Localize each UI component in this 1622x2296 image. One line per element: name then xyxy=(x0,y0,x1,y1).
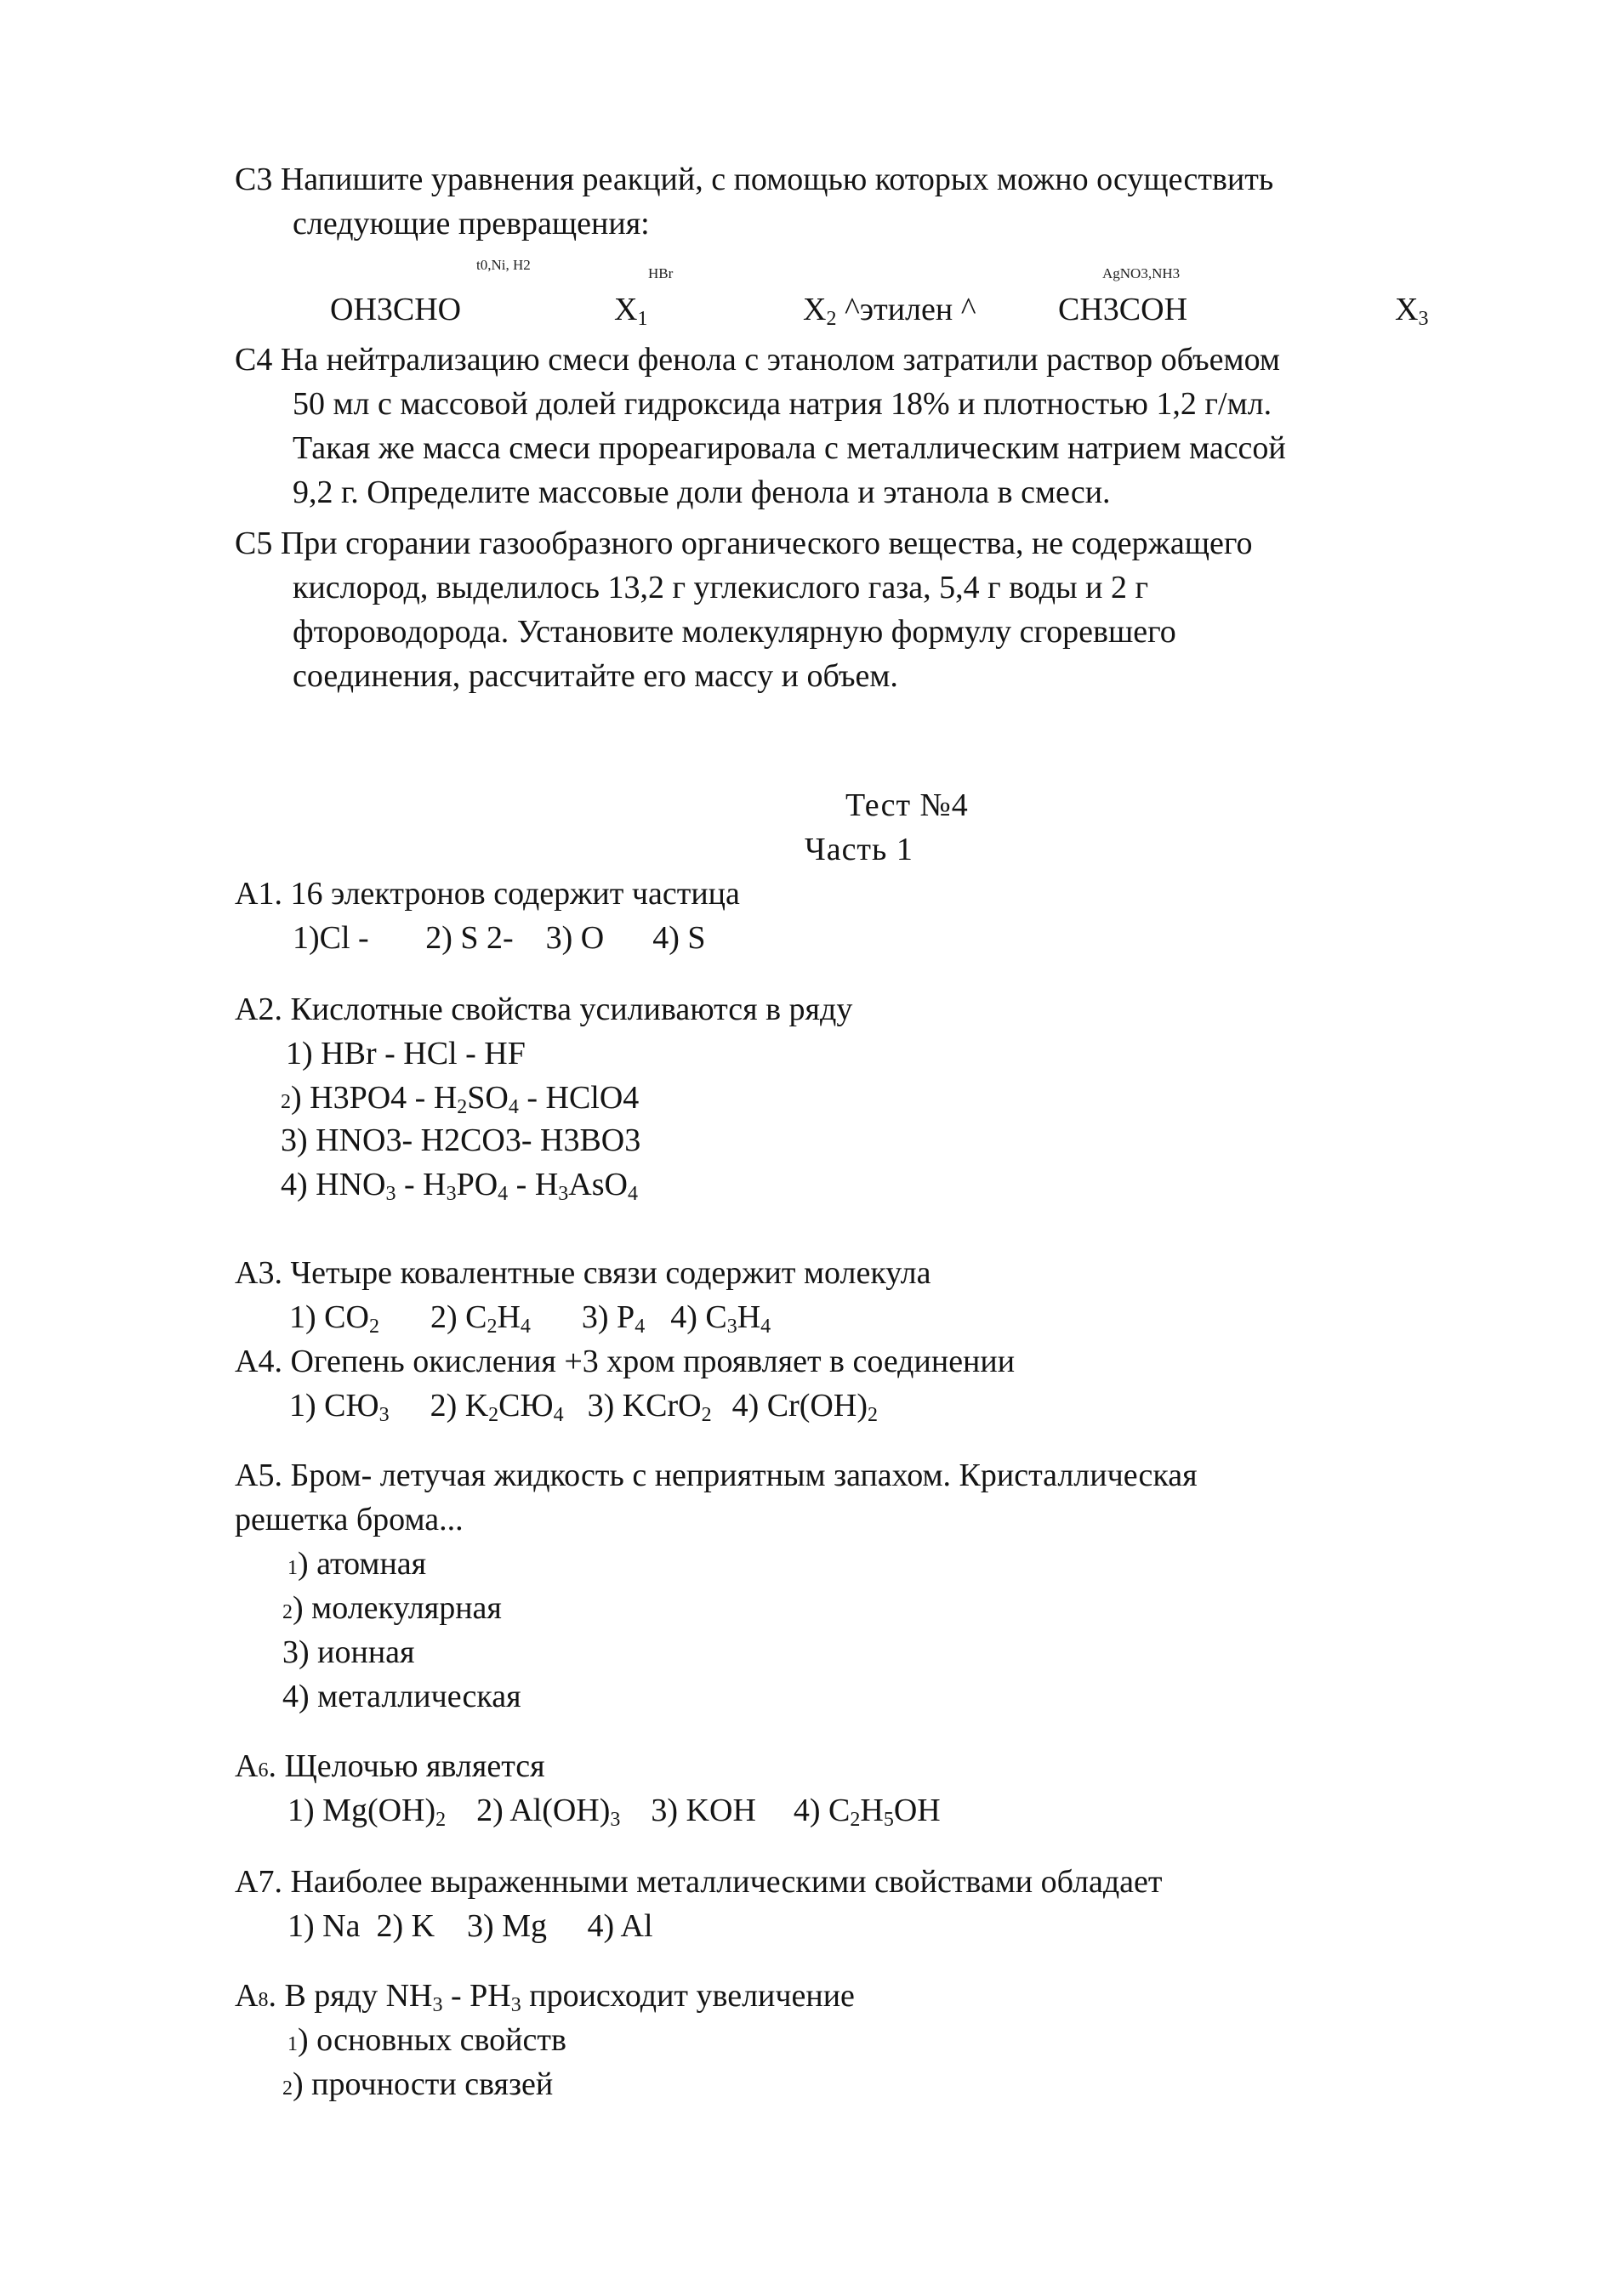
c5-line-3: фтороводорода. Установите молекулярную формулу сгоревшего xyxy=(293,614,1176,650)
a7-options: 1) Na 2) K 3) Mg 4) Al xyxy=(287,1908,653,1944)
c3-chain-x1: X1 xyxy=(614,292,648,330)
a8-question: А8. В ряду NH3 - PH3 происходит увеличение xyxy=(235,1978,855,2016)
test-part: Часть 1 xyxy=(805,832,913,867)
c3-line-1: С3 Напишите уравнения реакций, с помощью которых можно осуществить xyxy=(235,162,1274,197)
a2-option-4: 4) HNO3 - H3PO4 - H3AsO4 xyxy=(281,1167,638,1205)
c3-condition-3: AgNO3,NH3 xyxy=(1102,265,1181,281)
a5-option-2: 2) молекулярная xyxy=(282,1590,502,1626)
c4-line-2: 50 мл с массовой долей гидроксида натрия 18% и плотностью 1,2 г/мл. xyxy=(293,386,1272,422)
a3-options: 1) CO2 2) C2H4 3) P4 4) C3H4 xyxy=(289,1299,771,1338)
a5-option-3: 3) ионная xyxy=(282,1634,415,1670)
c3-chain-acetaldehyde: CH3COH xyxy=(1058,292,1188,327)
c5-line-4: соединения, рассчитайте его массу и объем. xyxy=(293,658,898,694)
c3-condition-1: t0,Ni, H2 xyxy=(476,257,531,273)
test-title: Тест №4 xyxy=(845,787,969,823)
a1-options: 1)Cl - 2) S 2- 3) O 4) S xyxy=(293,920,706,956)
a6-options: 1) Mg(OH)2 2) Al(OH)3 3) KOH 4) C2H5OH xyxy=(287,1793,941,1831)
a6-question: А6. Щелочью является xyxy=(235,1748,545,1784)
c3-chain-x2-ethylene: X2 ^этилен ^ xyxy=(803,292,976,330)
c3-chain-start: ОН3СНО xyxy=(330,292,462,327)
a3-question: А3. Четыре ковалентные связи содержит молекула xyxy=(235,1255,931,1291)
a2-option-1: 1) HBr - HCl - HF xyxy=(286,1036,526,1071)
c3-line-2: следующие превращения: xyxy=(293,206,650,242)
a2-question: А2. Кислотные свойства усиливаются в ряду xyxy=(235,992,853,1027)
a5-line-1: А5. Бром- летучая жидкость с неприятным запахом. Кристаллическая xyxy=(235,1458,1198,1493)
a7-question: А7. Наиболее выраженными металлическими свойствами обладает xyxy=(235,1864,1163,1900)
c5-line-2: кислород, выделилось 13,2 г углекислого газа, 5,4 г воды и 2 г xyxy=(293,570,1149,605)
a2-option-2: 2) H3PO4 - H2SO4 - HClO4 xyxy=(281,1080,640,1118)
c4-line-3: Такая же масса смеси прореагировала с металлическим натрием массой xyxy=(293,430,1286,466)
a5-line-2: решетка брома... xyxy=(235,1502,464,1537)
a5-option-1: 1) атомная xyxy=(287,1546,427,1582)
a2-option-3: 3) HNO3- H2CO3- H3BO3 xyxy=(281,1122,641,1158)
c4-line-1: С4 На нейтрализацию смеси фенола с этанолом затратили раствор объемом xyxy=(235,342,1280,378)
a8-option-1: 1) основных свойств xyxy=(287,2022,566,2058)
a4-question: А4. Огепень окисления +3 хром проявляет в соединении xyxy=(235,1344,1016,1379)
c5-line-1: С5 При сгорании газообразного органического вещества, не содержащего xyxy=(235,526,1253,561)
c4-line-4: 9,2 г. Определите массовые доли фенола и этанола в смеси. xyxy=(293,475,1111,510)
c3-condition-2: HBr xyxy=(648,265,674,281)
a1-question: А1. 16 электронов содержит частица xyxy=(235,876,740,912)
c3-chain-x3: X3 xyxy=(1395,292,1429,330)
a5-option-4: 4) металлическая xyxy=(282,1679,521,1714)
a8-option-2: 2) прочности связей xyxy=(282,2066,554,2102)
a4-options: 1) СЮ3 2) K2СЮ4 3) KCrO2 4) Cr(OH)2 xyxy=(289,1388,878,1426)
